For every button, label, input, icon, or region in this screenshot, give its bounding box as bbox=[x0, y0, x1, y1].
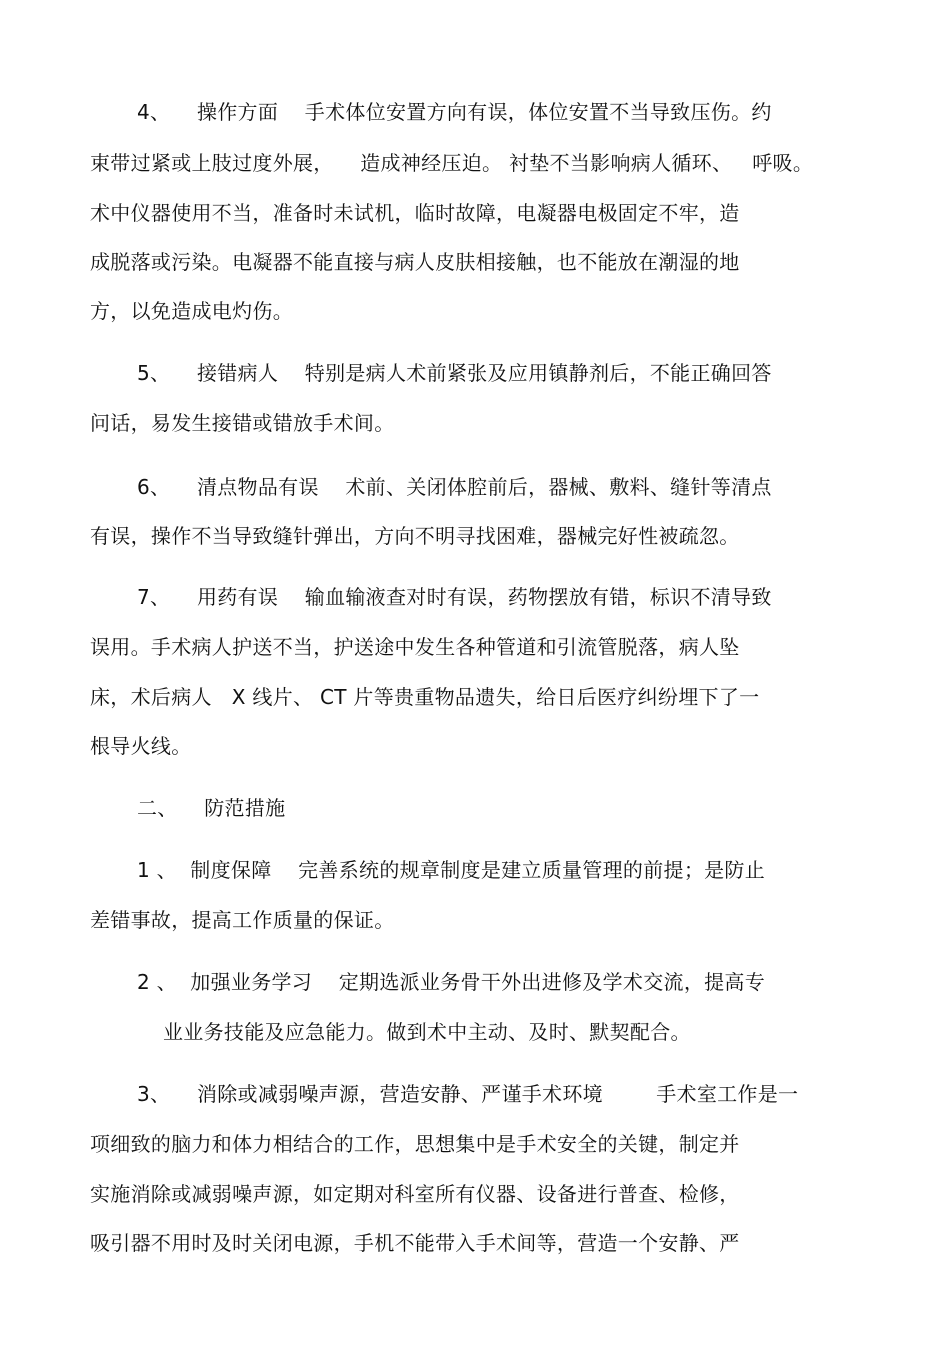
text-line: 成脱落或污染。电凝器不能直接与病人皮肤相接触，也不能放在潮湿的地 bbox=[90, 250, 740, 274]
text-line: 有误，操作不当导致缝针弹出，方向不明寻找困难，器械完好性被疏忽。 bbox=[90, 524, 740, 548]
text-line: 4、 操作方面 手术体位安置方向有误，体位安置不当导致压伤。约 bbox=[137, 100, 772, 124]
text-line: 术中仪器使用不当，准备时未试机，临时故障，电凝器电极固定不牢，造 bbox=[90, 201, 740, 225]
text-line: 1 、 制度保障 完善系统的规章制度是建立质量管理的前提；是防止 bbox=[137, 858, 766, 882]
text-line: 实施消除或减弱噪声源，如定期对科室所有仪器、设备进行普查、检修， bbox=[90, 1182, 740, 1206]
text-line: 6、 清点物品有误 术前、关闭体腔前后，器械、敷料、缝针等清点 bbox=[137, 475, 772, 499]
text-line: 问话，易发生接错或错放手术间。 bbox=[90, 411, 395, 435]
text-line: 方，以免造成电灼伤。 bbox=[90, 299, 293, 323]
text-line: 床，术后病人 X 线片、 CT 片等贵重物品遗失，给日后医疗纠纷埋下了一 bbox=[90, 685, 760, 709]
text-line: 7、 用药有误 输血输液查对时有误，药物摆放有错，标识不清导致 bbox=[137, 585, 772, 609]
text-line: 根导火线。 bbox=[90, 734, 192, 758]
text-line: 项细致的脑力和体力相结合的工作，思想集中是手术安全的关键，制定并 bbox=[90, 1132, 740, 1156]
text-line: 吸引器不用时及时关闭电源，手机不能带入手术间等，营造一个安静、严 bbox=[90, 1231, 740, 1255]
text-line: 5、 接错病人 特别是病人术前紧张及应用镇静剂后，不能正确回答 bbox=[137, 361, 772, 385]
text-line: 差错事故，提高工作质量的保证。 bbox=[90, 908, 395, 932]
text-line: 业业务技能及应急能力。做到术中主动、及时、默契配合。 bbox=[163, 1020, 691, 1044]
section-heading: 二、 防范措施 bbox=[137, 796, 286, 820]
text-line: 误用。手术病人护送不当，护送途中发生各种管道和引流管脱落，病人坠 bbox=[90, 635, 740, 659]
text-line: 3、 消除或减弱噪声源，营造安静、严谨手术环境 手术室工作是一 bbox=[137, 1082, 799, 1106]
text-line: 束带过紧或上肢过度外展， 造成神经压迫。 衬垫不当影响病人循环、 呼吸。 bbox=[90, 151, 814, 175]
text-line: 2 、 加强业务学习 定期选派业务骨干外出进修及学术交流，提高专 bbox=[137, 970, 766, 994]
